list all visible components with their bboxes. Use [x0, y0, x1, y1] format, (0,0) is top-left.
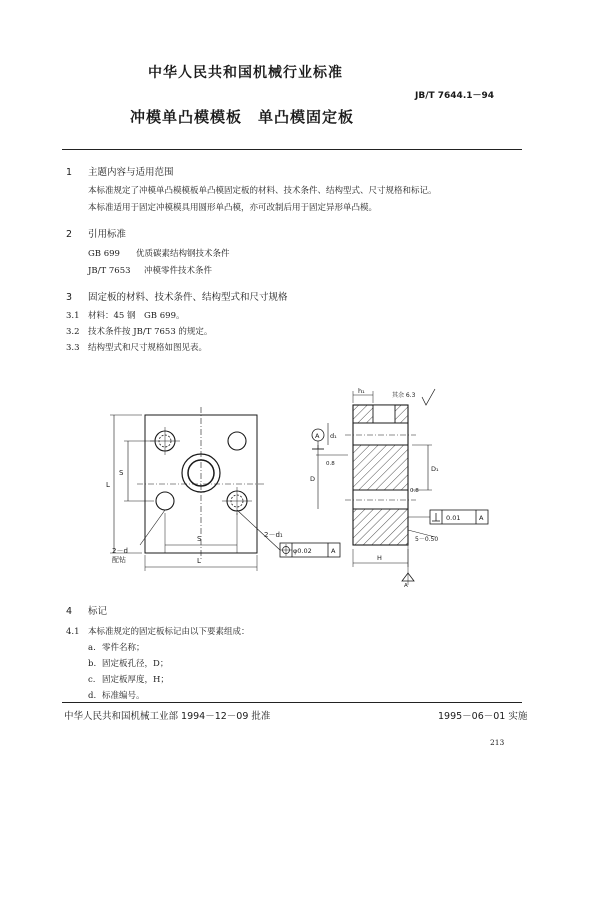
svg-text:0.01: 0.01: [446, 514, 461, 522]
fixing-plate-drawing: [90, 385, 484, 590]
svg-text:2－d₁: 2－d₁: [264, 531, 283, 539]
standard-code: JB/T 7644.1－94: [415, 91, 495, 101]
svg-text:0.8: 0.8: [410, 488, 419, 494]
implementation-date: 1995－06－01 实施: [438, 711, 528, 722]
clause-item: 3.1 材料：45 钢 GB 699。: [66, 311, 185, 321]
section-1-para-1: 本标准规定了冲模单凸模模板单凸模固定板的材料、技术条件、结构型式、尺寸规格和标记。: [88, 186, 437, 196]
issuing-organization: 中华人民共和国机械行业标准: [148, 65, 343, 81]
svg-text:D: D: [310, 475, 316, 483]
clause-item: 4.1 本标准规定的固定板标记由以下要素组成：: [66, 627, 250, 637]
svg-text:配钻: 配钻: [112, 556, 126, 564]
header-rule: [62, 149, 522, 150]
section-2-heading: 2 引用标准: [66, 229, 127, 240]
svg-text:D₁: D₁: [431, 465, 439, 473]
svg-text:S: S: [197, 535, 202, 543]
document-title: 冲模单凸模模板 单凸模固定板: [130, 108, 355, 126]
list-item: d. 标准编号。: [88, 691, 145, 701]
list-item: c. 固定板厚度，H；: [88, 675, 169, 685]
svg-text:其余 6.3: 其余 6.3: [392, 392, 416, 399]
svg-text:A: A: [479, 514, 484, 522]
svg-text:5－0.50: 5－0.50: [415, 536, 439, 543]
svg-text:H: H: [377, 554, 382, 562]
svg-text:2－d: 2－d: [112, 547, 128, 555]
svg-text:A: A: [331, 547, 336, 555]
clause-item: 3.2 技术条件按 JB/T 7653 的规定。: [66, 327, 213, 337]
svg-text:A: A: [404, 583, 408, 589]
svg-text:φ0.02: φ0.02: [293, 547, 312, 555]
svg-text:h₁: h₁: [358, 387, 365, 395]
svg-text:S: S: [119, 469, 124, 477]
page-number: 213: [490, 738, 505, 747]
section-1-heading: 1 主题内容与适用范围: [66, 167, 174, 178]
svg-text:L: L: [197, 557, 201, 565]
reference-item: JB/T 7653 冲模零件技术条件: [88, 266, 213, 276]
section-1-para-2: 本标准适用于固定冲模模具用圆形单凸模，亦可改制后用于固定异形单凸模。: [88, 203, 378, 213]
svg-text:d₁: d₁: [330, 432, 337, 440]
reference-item: GB 699 优质碳素结构钢技术条件: [88, 249, 230, 259]
clause-item: 3.3 结构型式和尺寸规格如图见表。: [66, 343, 208, 353]
section-3-heading: 3 固定板的材料、技术条件、结构型式和尺寸规格: [66, 292, 288, 303]
svg-text:0.8: 0.8: [326, 461, 335, 467]
footer-rule: [62, 702, 522, 703]
list-item: a. 零件名称；: [88, 643, 145, 653]
svg-text:A: A: [315, 432, 320, 440]
section-4-heading: 4 标记: [66, 606, 108, 617]
list-item: b. 固定板孔径，D；: [88, 659, 169, 669]
svg-text:L: L: [106, 481, 110, 489]
approval-statement: 中华人民共和国机械工业部 1994－12－09 批准: [64, 711, 271, 722]
